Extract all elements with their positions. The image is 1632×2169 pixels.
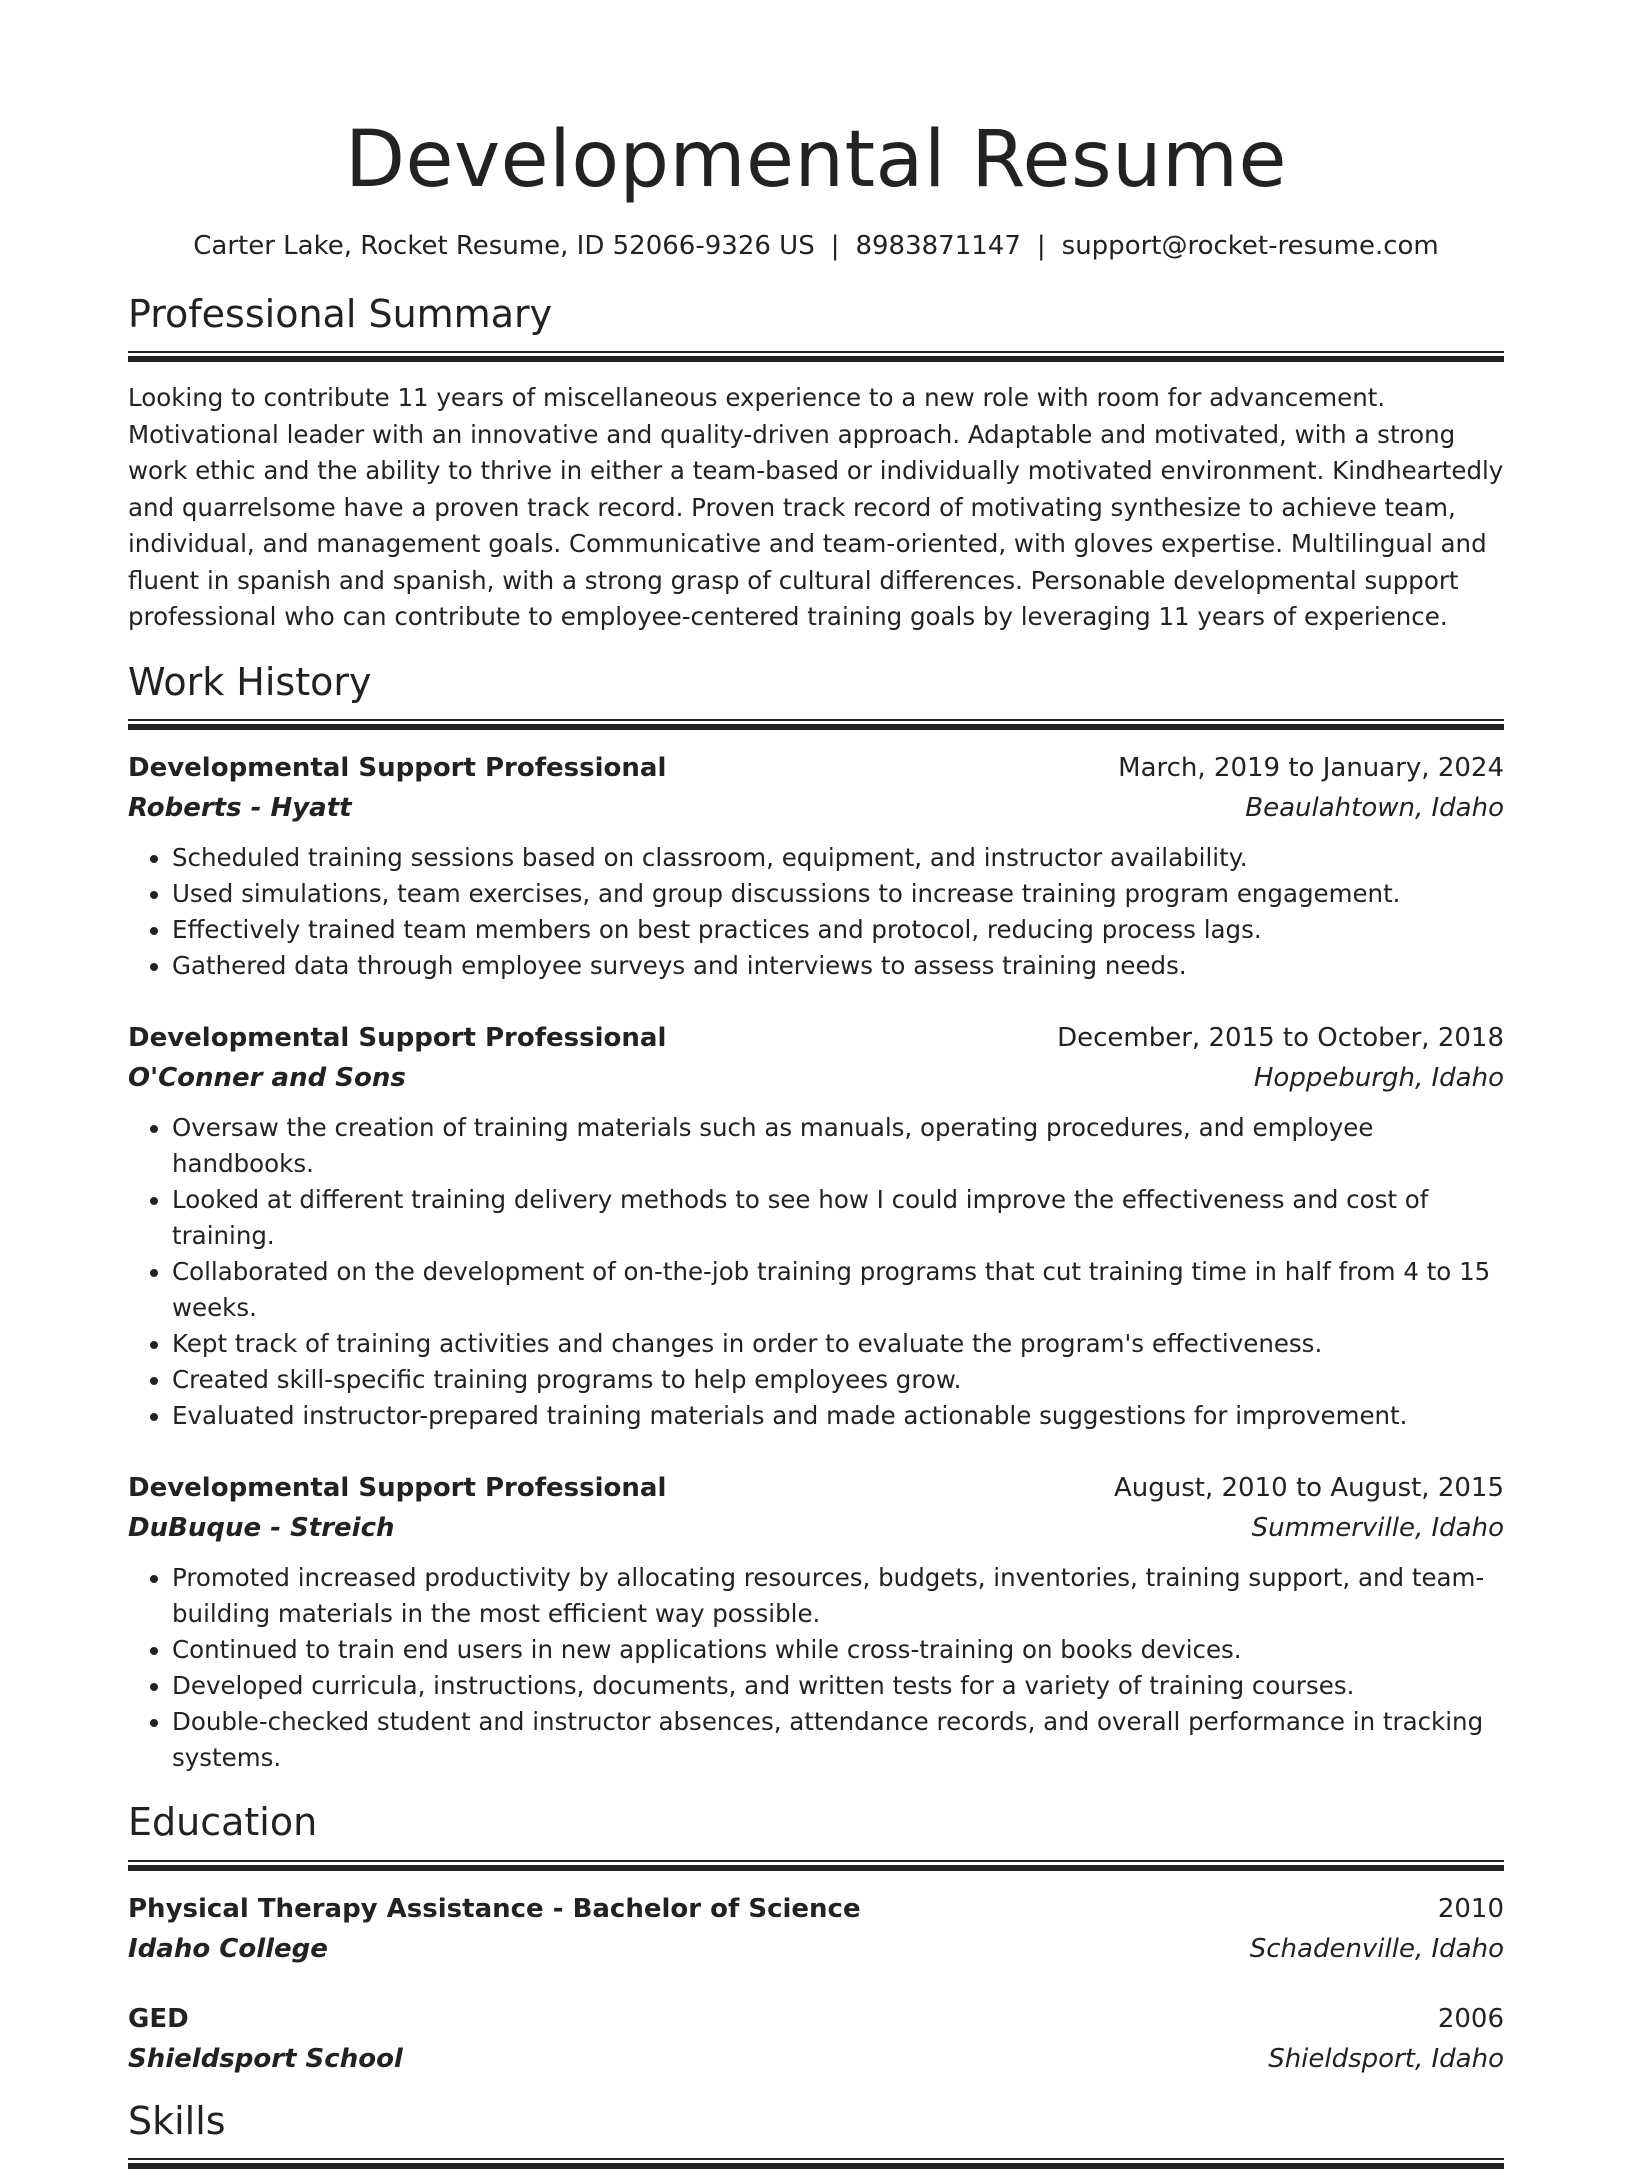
- job-entry: [128, 1018, 1504, 1434]
- job-entry: [128, 1468, 1504, 1776]
- job-bullet: • Evaluated instructor-prepared training materials and made actionable suggestions for improvement.: [172, 1398, 1504, 1434]
- job-location: Beaulahtown, Idaho: [1245, 793, 1504, 824]
- section-title-summary: Professional Summary: [128, 291, 553, 336]
- resume-name: Developmental Resume: [344, 115, 1288, 205]
- job-bullet: • Continued to train end users in new applications while cross-training on books devices.: [172, 1632, 1504, 1668]
- job-bullet: • Kept track of training activities and changes in order to evaluate the program's effectiveness.: [172, 1326, 1504, 1362]
- job-dates: March, 2019 to January, 2024: [1118, 753, 1504, 784]
- job-bullet: • Promoted increased productivity by allocating resources, budgets, inventories, training support, and team-building materials in the most efficient way possible.: [172, 1560, 1504, 1632]
- job-bullet: • Oversaw the creation of training materials such as manuals, operating procedures, and employee handbooks.: [172, 1110, 1504, 1182]
- contact-separator: |: [830, 230, 840, 261]
- education-location: Schadenville, Idaho: [1249, 1933, 1504, 1964]
- education-year: 2006: [1437, 2003, 1504, 2034]
- job-bullet: • Used simulations, team exercises, and group discussions to increase training program engagement.: [172, 876, 1504, 912]
- contact-separator: |: [1036, 230, 1046, 261]
- skills-section: [128, 2099, 1504, 2169]
- section-divider: [128, 351, 1504, 362]
- job-bullet: • Scheduled training sessions based on classroom, equipment, and instructor availability.: [172, 840, 1504, 876]
- job-dates: August, 2010 to August, 2015: [1114, 1473, 1504, 1504]
- contact-line: [128, 230, 1504, 264]
- job-location: Hoppeburgh, Idaho: [1253, 1063, 1504, 1094]
- contact-email: support@rocket-resume.com: [1061, 230, 1439, 261]
- section-divider: [128, 719, 1504, 730]
- job-bullet: • Developed curricula, instructions, documents, and written tests for a variety of training courses.: [172, 1668, 1504, 1704]
- work-history-section: [128, 660, 1504, 1777]
- education-entry: [128, 1889, 1504, 1969]
- summary-text: Looking to contribute 11 years of miscellaneous experience to a new role with room for advancement. Motivational leader with an innovative and quality-driven approach. Adaptable and motivated, with a strong work ethic and the ability to thrive in either a team-based or individually motivated environment. Kindheartedly and quarrelsome have a proven track record. Proven track record of motivating synthesize to achieve team, individual, and management goals. Communicative and team-oriented, with gloves expertise. Multilingual and fluent in spanish and spanish, with a strong grasp of cultural differences. Personable developmental support professional who can contribute to employee-centered training goals by leveraging 11 years of experience.: [128, 383, 1504, 632]
- education-degree: GED: [128, 2003, 189, 2034]
- job-location: Summerville, Idaho: [1251, 1513, 1504, 1544]
- job-bullet: • Created skill-specific training programs to help employees grow.: [172, 1362, 1504, 1398]
- job-title: Developmental Support Professional: [128, 1473, 667, 1504]
- job-bullets: [128, 1110, 1504, 1434]
- job-company: O'Conner and Sons: [128, 1063, 406, 1094]
- job-dates: December, 2015 to October, 2018: [1057, 1023, 1504, 1054]
- contact-phone: 8983871147: [855, 230, 1021, 261]
- job-bullet: • Effectively trained team members on best practices and protocol, reducing process lags.: [172, 912, 1504, 948]
- job-title: Developmental Support Professional: [128, 753, 667, 784]
- job-bullets: [128, 840, 1504, 984]
- section-title-education: Education: [128, 1800, 318, 1845]
- job-bullets: [128, 1560, 1504, 1776]
- section-divider: [128, 1860, 1504, 1871]
- resume-header: [128, 0, 1504, 264]
- education-section: [128, 1800, 1504, 2079]
- section-title-skills: Skills: [128, 2098, 226, 2143]
- job-bullet: • Gathered data through employee surveys and interviews to assess training needs.: [172, 948, 1504, 984]
- education-school: Shieldsport School: [128, 2043, 403, 2074]
- education-year: 2010: [1437, 1893, 1504, 1924]
- job-title: Developmental Support Professional: [128, 1023, 667, 1054]
- education-school: Idaho College: [128, 1933, 328, 1964]
- job-bullet: • Collaborated on the development of on-the-job training programs that cut training time in half from 4 to 15 weeks.: [172, 1254, 1504, 1326]
- job-bullet: • Looked at different training delivery methods to see how I could improve the effectiveness and cost of training.: [172, 1182, 1504, 1254]
- section-divider: [128, 2158, 1504, 2169]
- job-company: DuBuque - Streich: [128, 1513, 395, 1544]
- summary-section: [128, 292, 1504, 636]
- education-entry: [128, 1999, 1504, 2079]
- education-degree: Physical Therapy Assistance - Bachelor of Science: [128, 1893, 861, 1924]
- job-entry: [128, 748, 1504, 984]
- job-bullet: • Double-checked student and instructor absences, attendance records, and overall performance in tracking systems.: [172, 1704, 1504, 1776]
- education-location: Shieldsport, Idaho: [1268, 2043, 1504, 2074]
- section-title-work-history: Work History: [128, 659, 372, 704]
- contact-address: Carter Lake, Rocket Resume, ID 52066-9326 US: [193, 230, 815, 261]
- job-company: Roberts - Hyatt: [128, 793, 352, 824]
